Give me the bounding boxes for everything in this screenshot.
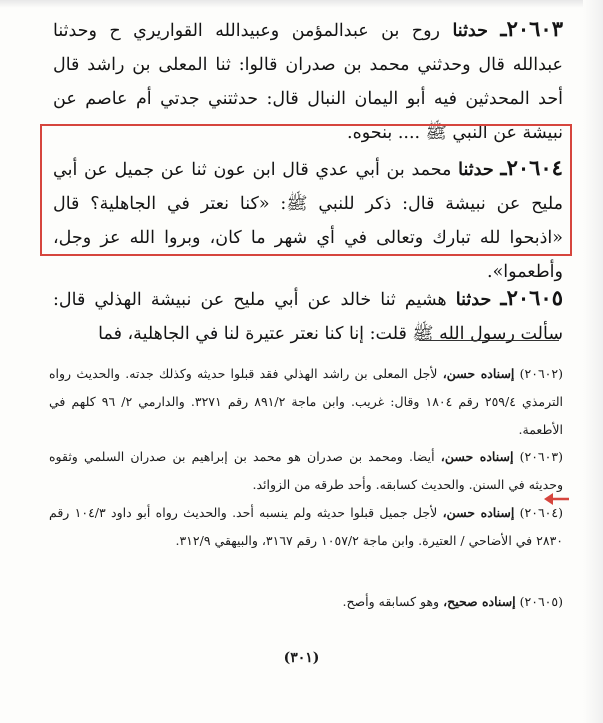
footnote-separator: [419, 340, 559, 341]
hadith-text: روح بن عبدالمؤمن وعبيدالله القواريري ح وحدثنا عبدالله قال وحدثني محمد بن صدران قالوا: ثنا المعلى بن راشد قال أحد المحدثين فيه أبو اليمان النبال قال: حدثتني جدتي أم عاصم عن نبيشة عن النبي ﷺ .... بنحوه.: [53, 20, 563, 143]
footnote-text: لأجل جميل قبلوا حديثه ولم ينسبه أحد. والحديث رواه أبو داود ١٠٤/٣ رقم ٢٨٣٠ في الأضاحي / العتيرة. وابن ماجة ١٠٥٧/٢ رقم ٣١٦٧، والبيهقي ٣١٢/٩.: [49, 504, 563, 548]
hadith-text: هشيم ثنا خالد عن أبي مليح عن نبيشة الهذلي قال: سألت رسول الله ﷺ قلت: إنا كنا نعتر عتيرة لنا في الجاهلية، فما: [53, 289, 563, 344]
footnote-text: لأجل المعلى بن راشد الهذلي فقد قبلوا حديثه وكذلك جدته. والحديث رواه الترمذي ٢٥٩/٤ رقم ١٨٠٤ وقال: غريب. وابن ماجة ٨٩١/٢ رقم ٣٢٧١. والدارمي ٢/ ٩٦ كلهم في الأطعمة.: [49, 365, 564, 437]
hadith-text: محمد بن أبي عدي قال ابن عون ثنا عن جميل عن أبي مليح عن نبيشة قال: ذكر للنبي ﷺ: «كنا نعتر في الجاهلية؟ قال «اذبحوا لله تبارك وتعالى في أي شهر ما كان، وبروا الله عز وجل، وأطعموا».: [53, 159, 563, 282]
hadith-lead: حدثنا: [458, 159, 494, 180]
hadith-dash: ـ: [500, 154, 507, 180]
hadith-number: ٢٠٦٠٤: [506, 154, 563, 180]
page-top-edge: [0, 0, 603, 8]
footnote-grade: إسناده حسن،: [442, 504, 515, 520]
footnote-grade: إسناده صحيح،: [443, 593, 516, 609]
hadith-dash: ـ: [500, 284, 507, 310]
footnote-grade: إسناده حسن،: [442, 365, 515, 381]
footnote-20604: [49, 499, 563, 555]
footnote-ref: (٢٠٦٠٤): [519, 504, 563, 520]
hadith-number: ٢٠٦٠٣: [506, 15, 563, 41]
page-number: (٣٠١): [283, 650, 320, 666]
footnote-ref: (٢٠٦٠٢): [519, 365, 563, 381]
footnote-grade: إسناده حسن،: [440, 448, 514, 464]
footnote-text: أيضا. ومحمد بن صدران هو محمد بن إبراهيم بن صدران السلمي وثقوه وحديثه في السنن. والحديث كسابقه. وأحد طرقه من الزوائد.: [49, 448, 563, 492]
hadith-lead: حدثنا: [455, 289, 492, 310]
footnote-20603: [49, 443, 563, 499]
footnote-ref: (٢٠٦٠٥): [519, 593, 563, 609]
hadith-20604: [53, 151, 563, 289]
hadith-number: ٢٠٦٠٥: [506, 284, 563, 310]
page-right-edge: [583, 0, 603, 723]
hadith-lead: حدثنا: [452, 20, 488, 41]
hadith-dash: ـ: [500, 15, 507, 41]
footnote-ref: (٢٠٦٠٣): [519, 448, 563, 464]
footnote-20605: [49, 588, 563, 616]
footnote-20602: [49, 360, 563, 444]
footnote-text: وهو كسابقه وأصح.: [342, 593, 440, 609]
